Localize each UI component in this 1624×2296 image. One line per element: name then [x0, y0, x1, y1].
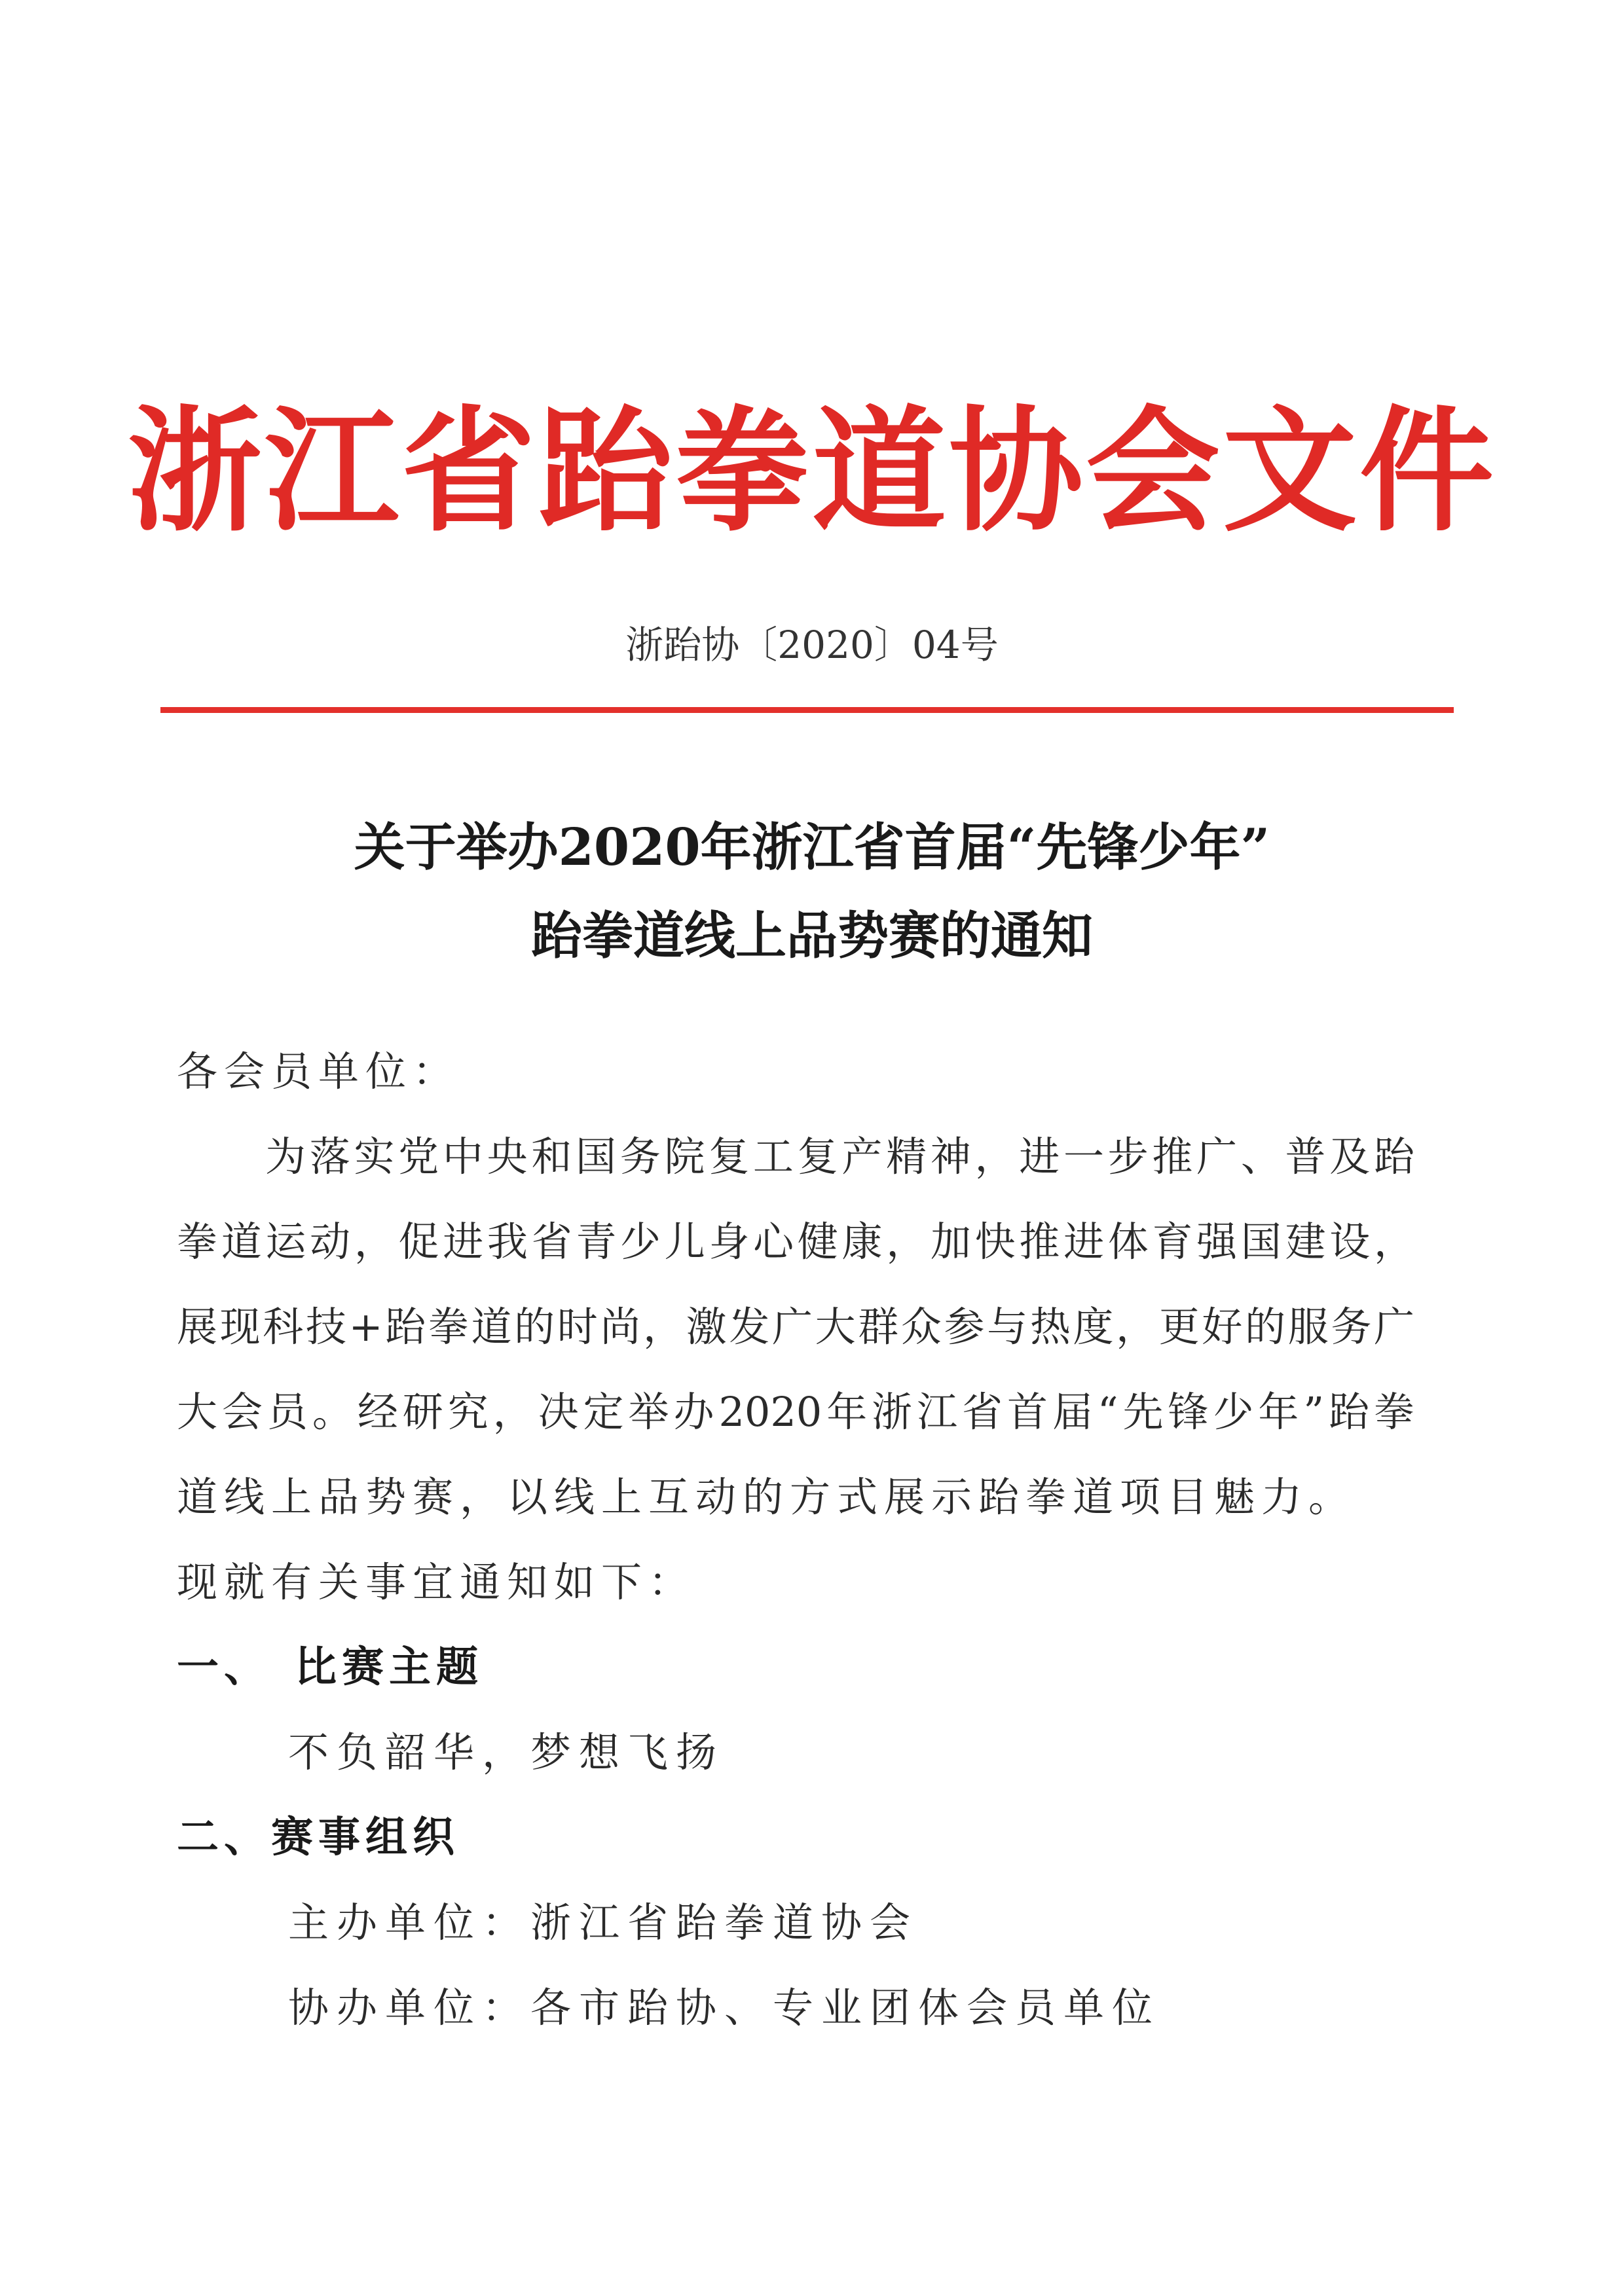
section-number: 二、: [177, 1813, 271, 1862]
header-divider: [160, 707, 1454, 713]
document-number: 浙跆协〔2020〕04号: [625, 623, 999, 667]
paragraph-line: 拳道运动，促进我省青少儿身心健康，加快推进体育强国建设，: [177, 1218, 1414, 1266]
section-number: 一、: [177, 1643, 271, 1692]
intro-line: 现就有关事宜通知如下：: [177, 1558, 696, 1606]
organization-title: 浙江省跆拳道协会文件: [128, 393, 1496, 550]
section-content: 主办单位：浙江省跆拳道协会: [288, 1899, 919, 1946]
section-content: 不负韶华，梦想飞扬: [288, 1728, 725, 1776]
notice-title-line-2: 跆拳道线上品势赛的通知: [530, 906, 1093, 966]
section-heading-1: [177, 1638, 483, 1697]
salutation: 各会员单位：: [177, 1048, 460, 1095]
paragraph-line: 大会员。经研究，决定举办2020年浙江省首届“先锋少年”跆拳: [177, 1388, 1414, 1436]
section-content: 协办单位：各市跆协、专业团体会员单位: [288, 1984, 1161, 2032]
paragraph-line: 为落实党中央和国务院复工复产精神，进一步推广、普及跆: [265, 1133, 1414, 1180]
section-title: 比赛主题: [295, 1643, 483, 1692]
paragraph-line: 展现科技+跆拳道的时尚，激发广大群众参与热度，更好的服务广: [177, 1303, 1414, 1351]
section-heading-2: [177, 1808, 460, 1867]
paragraph-line: 道线上品势赛，以线上互动的方式展示跆拳道项目魅力。: [177, 1473, 1356, 1521]
section-title: 赛事组织: [271, 1813, 460, 1862]
notice-title-line-1: 关于举办2020年浙江省首届“先锋少年”: [354, 818, 1270, 877]
